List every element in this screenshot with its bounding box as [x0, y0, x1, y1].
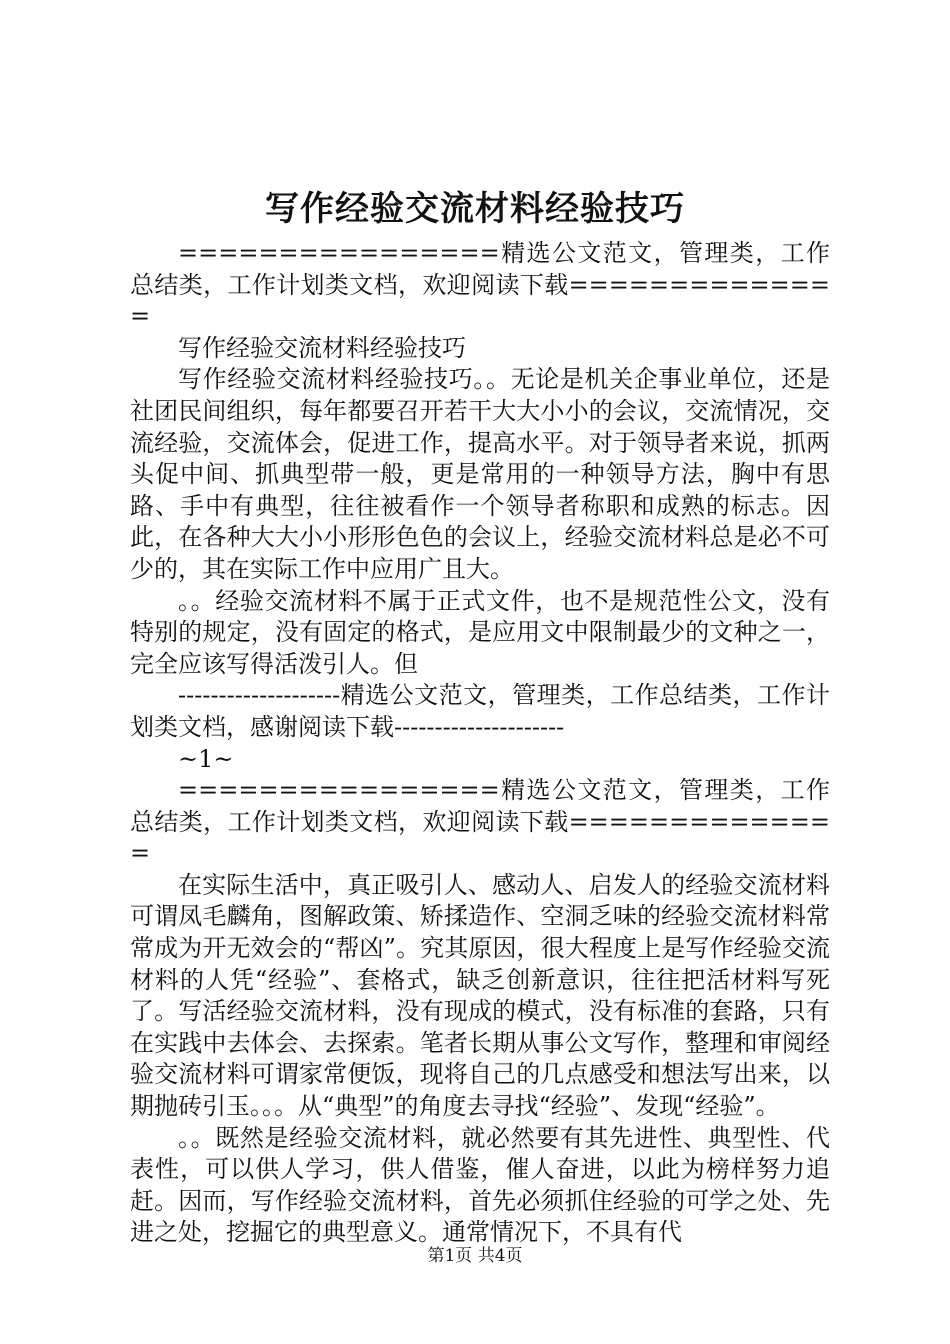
- header-banner: ================精选公文范文，管理类，工作总结类，工作计划类文档，欢迎阅读下载==============: [130, 239, 830, 331]
- body-paragraph: 。。经验交流材料不属于正式文件，也不是规范性公文，没有特别的规定，没有固定的格式，是应用文中限制最少的文种之一，完全应该写得活泼引人。但: [130, 586, 830, 678]
- body-paragraph: 写作经验交流材料经验技巧。。无论是机关企事业单位，还是社团民间组织，每年都要召开若干大大小小的会议，交流情况，交流经验，交流体会，促进工作，提高水平。对于领导者来说，抓两头促中间、抓典型带一般，更是常用的一种领导方法，胸中有思路、手中有典型，往往被看作一个领导者称职和成熟的标志。因此，在各种大大小小形形色色的会议上，经验交流材料总是必不可少的，其在实际工作中应用广且大。: [130, 365, 830, 583]
- document-body: [130, 238, 830, 1249]
- inline-page-number: ~1~: [178, 744, 234, 773]
- page-footer: 第1页 共4页: [427, 1246, 523, 1266]
- document-title: 写作经验交流材料经验技巧: [265, 189, 685, 229]
- subtitle-paragraph: 写作经验交流材料经验技巧: [178, 333, 466, 362]
- footer-banner: --------------------精选公文范文，管理类，工作总结类，工作计划类文档，感谢阅读下载---------------------: [130, 681, 830, 741]
- body-paragraph: 。。既然是经验交流材料，就必然要有其先进性、典型性、代表性，可以供人学习，供人借鉴，催人奋进，以此为榜样努力追赶。因而，写作经验交流材料，首先必须抓住经验的可学之处、先进之处，挖掘它的典型意义。通常情况下，不具有代: [130, 1123, 830, 1247]
- header-banner: ================精选公文范文，管理类，工作总结类，工作计划类文档，欢迎阅读下载==============: [130, 776, 830, 868]
- body-paragraph: 在实际生活中，真正吸引人、感动人、启发人的经验交流材料可谓凤毛麟角，图解政策、矫揉造作、空洞乏味的经验交流材料常常成为开无效会的“帮凶”。究其原因，很大程度上是写作经验交流材料的人凭“经验”、套格式，缺乏创新意识，往往把活材料写死了。写活经验交流材料，没有现成的模式，没有标准的套路，只有在实践中去体会、去探索。笔者长期从事公文写作，整理和审阅经验交流材料可谓家常便饭，现将自己的几点感受和想法写出来，以期抛砖引玉。。。从“典型”的角度去寻找“经验”、发现“经验”。: [130, 870, 830, 1121]
